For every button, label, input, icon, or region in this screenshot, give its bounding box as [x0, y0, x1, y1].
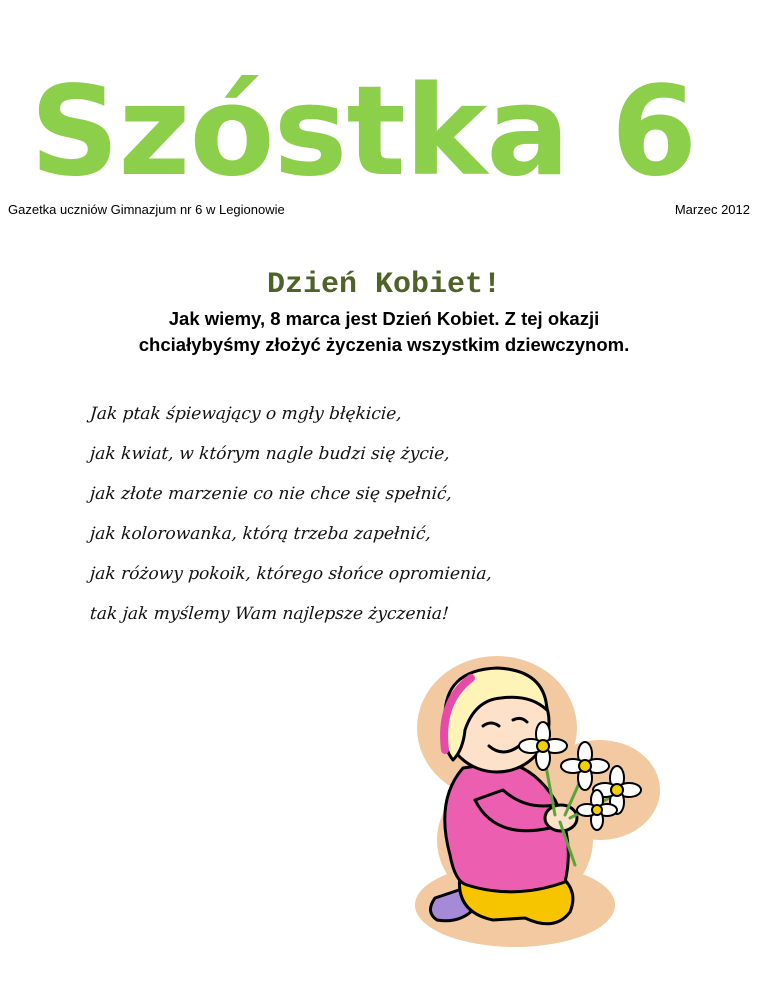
intro-line: chciałybyśmy złożyć życzenia wszystkim dziewczynom. [138, 334, 630, 355]
issue-date: Marzec 2012 [674, 202, 750, 217]
article-intro [0, 306, 768, 358]
poem-line: jak kolorowanka, którą trzeba zapełnić, [89, 524, 432, 544]
poem [90, 394, 492, 634]
newsletter-subtitle: Gazetka uczniów Gimnazjum nr 6 w Legionowie [8, 202, 285, 217]
poem-line: tak jak myślemy Wam najlepsze życzenia! [89, 604, 450, 624]
girl-with-flowers-illustration [405, 650, 680, 950]
article-heading: Dzień Kobiet! [266, 268, 502, 302]
poem-line: jak złote marzenie co nie chce się spełnić, [89, 484, 453, 504]
poem-line: Jak ptak śpiewający o mgły błękicie, [89, 404, 403, 424]
newsletter-title: Szóstka 6 [30, 60, 697, 204]
poem-line: jak różowy pokoik, którego słońce opromienia, [89, 564, 493, 584]
intro-line: Jak wiemy, 8 marca jest Dzień Kobiet. Z tej okazji [168, 308, 600, 329]
poem-line: jak kwiat, w którym nagle budzi się życie, [89, 444, 451, 464]
